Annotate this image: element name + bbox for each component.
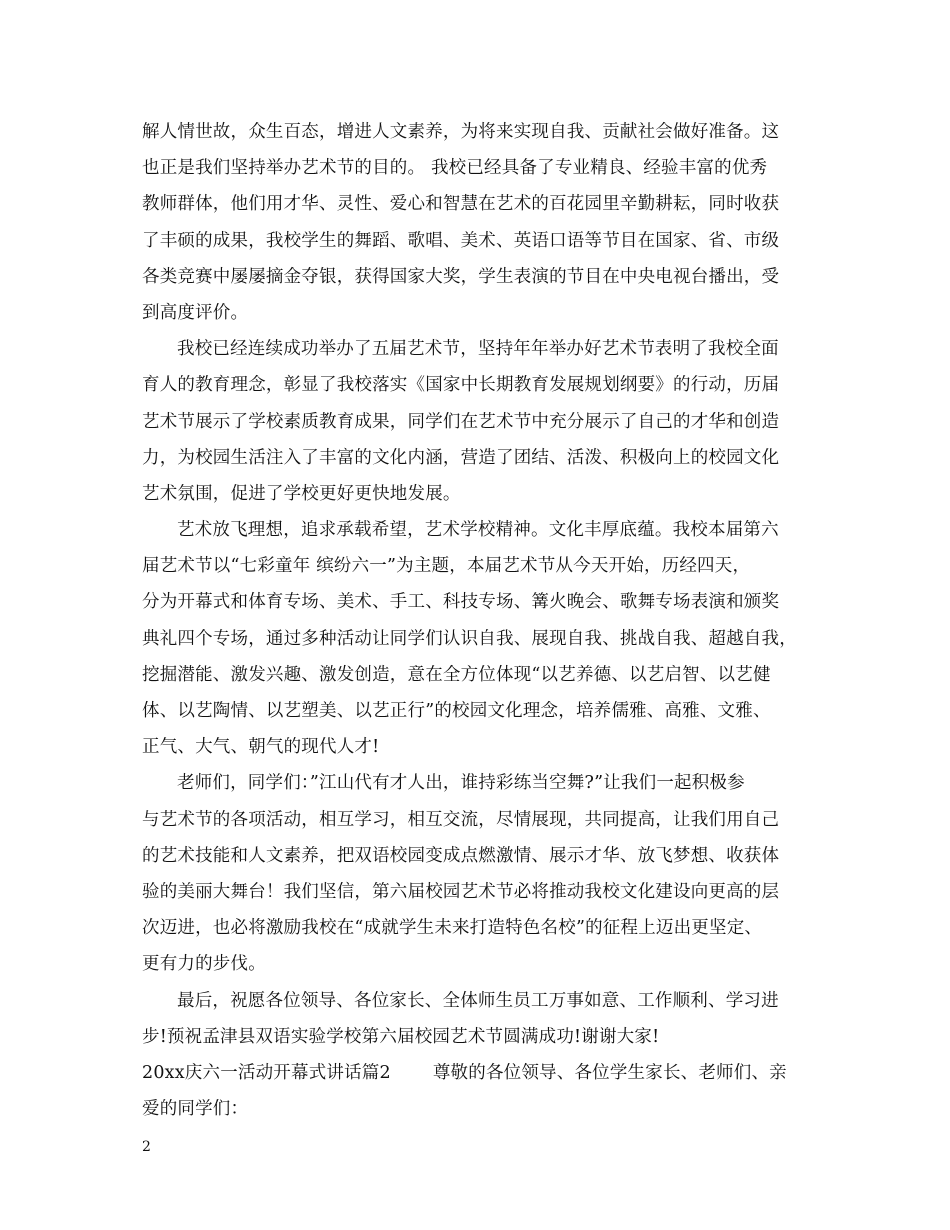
- text-line: 分为开幕式和体育专场、美术、手工、科技专场、篝火晚会、歌舞专场表演和颁奖: [142, 592, 780, 613]
- text-line: 艺术放飞理想，追求承载希望，艺术学校精神。文化丰厚底蕴。我校本届第六: [177, 520, 779, 541]
- text-line: 到高度评价。: [142, 302, 249, 323]
- page-number: 2: [142, 1139, 151, 1155]
- paragraph: [142, 983, 822, 1055]
- paragraph: [142, 331, 822, 512]
- salutation-line: [142, 1091, 822, 1127]
- text-line: 艺术节展示了学校素质教育成果，同学们在艺术节中充分展示了自己的才华和创造: [142, 411, 780, 432]
- paragraph: [142, 512, 822, 765]
- text-line: 届艺术节以“七彩童年 缤纷六一”为主题，本届艺术节从今天开始，历经四天，: [142, 556, 751, 577]
- text-line: 育人的教育理念，彰显了我校落实《国家中长期教育发展规划纲要》的行动，历届: [142, 375, 780, 396]
- text-line: 了丰硕的成果，我校学生的舞蹈、歌唱、美术、英语口语等节目在国家、省、市级: [142, 230, 780, 251]
- text-line: 教师群体，他们用才华、灵性、爱心和智慧在艺术的百花园里辛勤耕耘，同时收获: [142, 194, 780, 215]
- salutation-start: 尊敬的各位领导、各位学生家长、老师们、亲: [432, 1062, 787, 1083]
- text-line: 验的美丽大舞台！我们坚信，第六届校园艺术节必将推动我校文化建设向更高的层: [142, 881, 780, 902]
- text-line: 解人情世故，众生百态，增进人文素养，为将来实现自我、贡献社会做好准备。这: [142, 122, 780, 142]
- document-body: [142, 114, 822, 1127]
- text-line: 艺术氛围，促进了学校更好更快地发展。: [142, 483, 461, 504]
- text-line: 更有力的步伐。: [142, 954, 266, 975]
- text-line: 正气、大气、朝气的现代人才!: [142, 737, 380, 758]
- text-line: 次迈进，也必将激励我校在“成就学生未来打造特色名校”的征程上迈出更坚定、: [142, 918, 763, 939]
- text-line: 典礼四个专场，通过多种活动让同学们认识自我、展现自我、挑战自我、超越自我，: [142, 628, 797, 649]
- text-line: 的艺术技能和人文素养，把双语校园变成点燃激情、展示才华、放飞梦想、收获体: [142, 845, 780, 866]
- text-line: 力，为校园生活注入了丰富的文化内涵，营造了团结、活泼、积极向上的校园文化: [142, 447, 780, 468]
- text-line: 各类竞赛中屡屡摘金夺银，获得国家大奖，学生表演的节目在中央电视台播出，受: [142, 266, 780, 287]
- paragraph: [142, 114, 822, 331]
- section-heading: 20xx庆六一活动开幕式讲话篇2: [142, 1062, 391, 1083]
- paragraph: [142, 765, 822, 982]
- section-heading-line: [142, 1055, 822, 1091]
- text-line: 也正是我们坚持举办艺术节的目的。 我校已经具备了专业精良、经验丰富的优秀: [142, 158, 768, 179]
- salutation-end: 爱的同学们：: [142, 1099, 249, 1120]
- text-line: 我校已经连续成功举办了五届艺术节，坚持年年举办好艺术节表明了我校全面: [177, 339, 779, 360]
- text-line: 与艺术节的各项活动，相互学习，相互交流，尽情展现，共同提高，让我们用自己: [142, 809, 780, 830]
- text-line: 步!预祝孟津县双语实验学校第六届校园艺术节圆满成功!谢谢大家!: [142, 1026, 660, 1047]
- text-line: 体、以艺陶情、以艺塑美、以艺正行”的校园文化理念，培养儒雅、高雅、文雅、: [142, 701, 771, 721]
- text-line: 挖掘潜能、激发兴趣、激发创造，意在全方位体现“以艺养德、以艺启智、以艺健: [142, 664, 771, 685]
- paragraph-list: [142, 114, 822, 1055]
- text-line: 老师们，同学们：”江山代有才人出，谁持彩练当空舞?”让我们一起积极参: [177, 773, 745, 794]
- text-line: 最后，祝愿各位领导、各位家长、全体师生员工万事如意、工作顺利、学习进: [177, 990, 779, 1011]
